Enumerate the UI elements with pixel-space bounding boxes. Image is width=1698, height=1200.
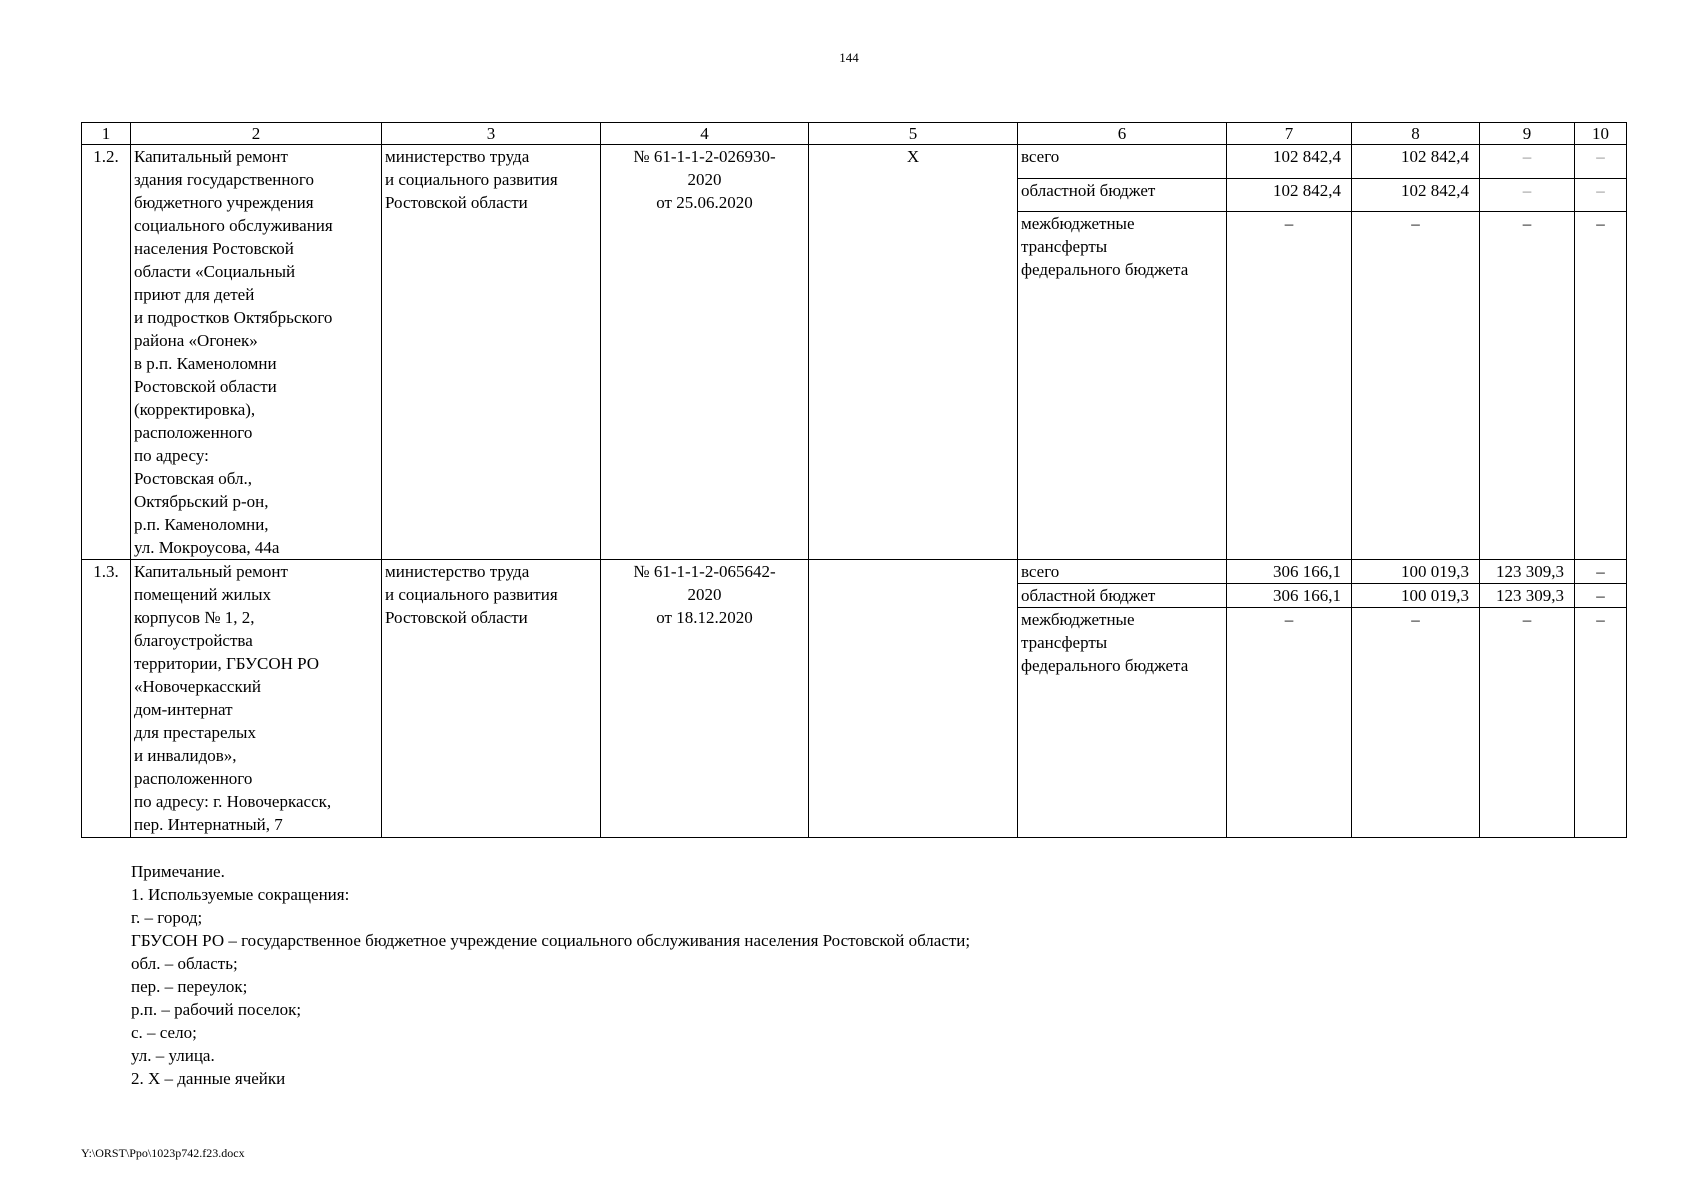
note-line: с. – село; [131,1023,197,1042]
note-line: Примечание. [131,862,225,881]
amount-col9: 123 309,3 [1480,584,1575,608]
amount-col7: – [1227,608,1352,838]
table-row [82,145,1627,179]
column-header: 10 [1575,123,1627,145]
notes-block [131,860,970,1090]
file-path-footer: Y:\ORST\Ppo\1023p742.f23.docx [81,1146,245,1160]
amount-col8: 100 019,3 [1352,560,1480,584]
table-row [82,560,1627,584]
note-line: обл. – область; [131,954,238,973]
column-header: 4 [601,123,809,145]
funding-source: областной бюджет [1018,178,1227,212]
amount-col9: – [1480,145,1575,179]
row-number: 1.2. [82,145,131,560]
column-header: 9 [1480,123,1575,145]
amount-col8: – [1352,212,1480,560]
funding-source: всего [1018,145,1227,179]
amount-col10: – [1575,584,1627,608]
note-line: 2. Х – данные ячейки [131,1069,286,1088]
amount-col7: 306 166,1 [1227,560,1352,584]
note-line: 1. Используемые сокращения: [131,885,350,904]
amount-col10: – [1575,145,1627,179]
column-5-value: Х [809,145,1018,560]
amount-col10: – [1575,212,1627,560]
page-number: 144 [839,50,859,65]
amount-col10: – [1575,608,1627,838]
note-line: ул. – улица. [131,1046,215,1065]
amount-col8: 102 842,4 [1352,178,1480,212]
amount-col9: 123 309,3 [1480,560,1575,584]
note-line: р.п. – рабочий поселок; [131,1000,302,1019]
amount-col9: – [1480,212,1575,560]
amount-col8: 102 842,4 [1352,145,1480,179]
column-5-value [809,560,1018,838]
note-line: г. – город; [131,908,203,927]
amount-col9: – [1480,178,1575,212]
amount-col7: 102 842,4 [1227,145,1352,179]
customer-name: министерство труда и социального развития Ростовской области [382,560,601,838]
amount-col10: – [1575,178,1627,212]
column-header: 8 [1352,123,1480,145]
note-line: ГБУСОН РО – государственное бюджетное учреждение социального обслуживания населения Ростовской области; [131,931,971,950]
funding-source: всего [1018,560,1227,584]
note-line: пер. – переулок; [131,977,248,996]
amount-col10: – [1575,560,1627,584]
row-number: 1.3. [82,560,131,838]
amount-col7: 306 166,1 [1227,584,1352,608]
object-name: Капитальный ремонт здания государственного бюджетного учреждения социального обслуживания населения Ростовской области «Социальный приют для детей и подростков Октябрьского района «Огонек» в р.п. Каменоломни Ростовской области (корректировка), расположенного по адресу: Ростовская обл., Октябрьский р-он, р.п. Каменоломни, ул. Мокроусова, 44а [131,145,382,560]
customer-name: министерство труда и социального развития Ростовской области [382,145,601,560]
expertise-document: № 61-1-1-2-065642- 2020 от 18.12.2020 [601,560,809,838]
column-header: 7 [1227,123,1352,145]
column-header: 3 [382,123,601,145]
expertise-document: № 61-1-1-2-026930- 2020 от 25.06.2020 [601,145,809,560]
funding-source: областной бюджет [1018,584,1227,608]
funding-source: межбюджетные трансферты федерального бюджета [1018,608,1227,838]
object-name: Капитальный ремонт помещений жилых корпусов № 1, 2, благоустройства территории, ГБУСОН РО «Новочеркасский дом-интернат для престарелых и инвалидов», расположенного по адресу: г. Новочеркасск, пер. Интернатный, 7 [131,560,382,838]
funding-source: межбюджетные трансферты федерального бюджета [1018,212,1227,560]
column-number-row [82,123,1627,145]
amount-col9: – [1480,608,1575,838]
column-header: 2 [131,123,382,145]
amount-col7: 102 842,4 [1227,178,1352,212]
column-header: 5 [809,123,1018,145]
column-header: 6 [1018,123,1227,145]
amount-col8: 100 019,3 [1352,584,1480,608]
amount-col7: – [1227,212,1352,560]
financing-table [81,122,1627,838]
amount-col8: – [1352,608,1480,838]
column-header: 1 [82,123,131,145]
